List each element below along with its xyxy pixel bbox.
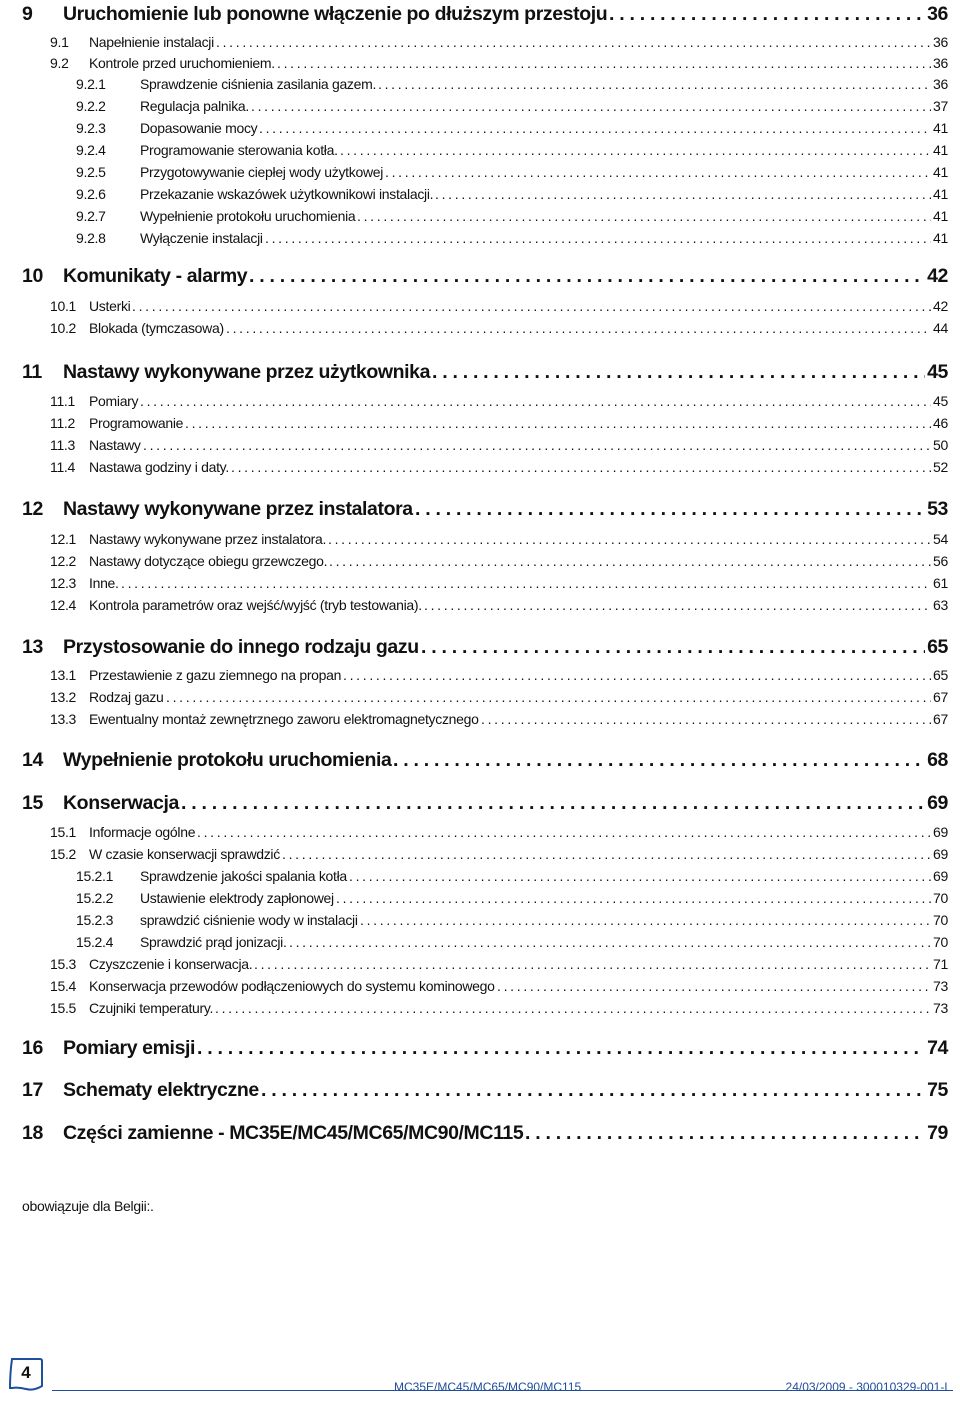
toc-entry-title: Sprawdzenie ciśnienia zasilania gazem.: [140, 76, 377, 92]
toc-entry-title: Usterki: [89, 298, 131, 314]
toc-entry[interactable]: [0, 956, 960, 978]
toc-entry-page: 41: [933, 142, 948, 158]
toc-leader-dots: [282, 846, 931, 862]
toc-entry-page: 50: [933, 437, 948, 453]
toc-entry-page: 65: [927, 636, 948, 658]
toc-entry-page: 41: [933, 186, 948, 202]
toc-leader-dots: [343, 667, 931, 683]
toc-leader-dots: [421, 636, 925, 659]
toc-entry[interactable]: [0, 142, 960, 164]
toc-leader-dots: [121, 575, 931, 591]
toc-entry-page: 36: [933, 76, 948, 92]
toc-entry-page: 71: [933, 956, 948, 972]
toc-entry[interactable]: [0, 636, 960, 658]
toc-entry-title: Kontrola parametrów oraz wejść/wyjść (tryb testowania).: [89, 597, 422, 613]
toc-entry-page: 41: [933, 208, 948, 224]
toc-entry[interactable]: [0, 1000, 960, 1022]
toc-leader-dots: [251, 98, 931, 114]
toc-entry[interactable]: [0, 415, 960, 437]
toc-entry-number: 9.2.5: [76, 164, 106, 180]
toc-leader-dots: [166, 689, 931, 705]
toc-leader-dots: [329, 553, 931, 569]
toc-entry-title: Sprawdzić prąd jonizacji.: [140, 934, 287, 950]
toc-entry-number: 15.2.2: [76, 890, 114, 906]
toc-leader-dots: [215, 1000, 931, 1016]
toc-entry-number: 12: [22, 498, 43, 520]
toc-leader-dots: [357, 208, 931, 224]
toc-leader-dots: [349, 868, 931, 884]
toc-entry-title: Inne.: [89, 575, 119, 591]
toc-entry[interactable]: [0, 361, 960, 383]
toc-leader-dots: [336, 890, 931, 906]
toc-leader-dots: [435, 186, 931, 202]
toc-entry-page: 45: [927, 361, 948, 383]
toc-entry[interactable]: [0, 230, 960, 252]
toc-entry-page: 74: [927, 1037, 948, 1059]
toc-leader-dots: [340, 142, 931, 158]
toc-leader-dots: [378, 76, 931, 92]
toc-entry-page: 41: [933, 164, 948, 180]
toc-entry-number: 9.2.4: [76, 142, 106, 158]
footer-doc-code: 24/03/2009 - 300010329-001-L: [785, 1380, 951, 1394]
toc-leader-dots: [277, 55, 931, 71]
toc-entry-number: 9.2.1: [76, 76, 106, 92]
toc-entry-number: 15.2.3: [76, 912, 114, 928]
toc-entry-number: 9.2.7: [76, 208, 106, 224]
toc-entry-page: 73: [933, 1000, 948, 1016]
toc-entry-page: 67: [933, 711, 948, 727]
toc-entry-title: Nastawy wykonywane przez instalatora.: [89, 531, 327, 547]
toc-entry[interactable]: [0, 34, 960, 56]
toc-entry-number: 9.1: [50, 34, 69, 50]
toc-entry-title: Uruchomienie lub ponowne włączenie po dłuższym przestoju: [63, 3, 608, 25]
toc-entry-title: Blokada (tymczasowa): [89, 320, 224, 336]
toc-entry[interactable]: [0, 265, 960, 287]
toc-leader-dots: [385, 164, 931, 180]
toc-entry-title: Komunikaty - alarmy: [63, 265, 248, 287]
page-number: 4: [21, 1363, 31, 1382]
toc-entry-title: Programowanie sterowania kotła.: [140, 142, 338, 158]
toc-entry-page: 42: [933, 298, 948, 314]
toc-entry-title: Ewentualny montaż zewnętrznego zaworu elektromagnetycznego: [89, 711, 479, 727]
toc-entry-title: Nastawy wykonywane przez instalatora: [63, 498, 413, 520]
toc-entry-page: 63: [933, 597, 948, 613]
toc-entry-title: W czasie konserwacji sprawdzić: [89, 846, 280, 862]
toc-entry-title: Przestawienie z gazu ziemnego na propan: [89, 667, 342, 683]
toc-entry-number: 12.1: [50, 531, 77, 547]
toc-entry-number: 13.1: [50, 667, 77, 683]
toc-entry-number: 11.4: [50, 459, 76, 475]
toc-entry-number: 15.2: [50, 846, 77, 862]
toc-leader-dots: [415, 498, 925, 521]
toc-entry[interactable]: [0, 824, 960, 846]
toc-entry[interactable]: [0, 393, 960, 415]
toc-leader-dots: [265, 230, 931, 246]
toc-leader-dots: [432, 361, 925, 384]
toc-entry[interactable]: [0, 55, 960, 77]
toc-entry-number: 11.3: [50, 437, 76, 453]
toc-entry-number: 10.2: [50, 320, 77, 336]
toc-entry-page: 52: [933, 459, 948, 475]
toc-entry-number: 11.1: [50, 393, 76, 409]
toc-entry[interactable]: [0, 846, 960, 868]
toc-entry-title: Przygotowywanie ciepłej wody użytkowej: [140, 164, 384, 180]
toc-entry-number: 15.1: [50, 824, 77, 840]
toc-entry[interactable]: [0, 978, 960, 1000]
toc-leader-dots: [254, 956, 931, 972]
toc-leader-dots: [216, 34, 931, 50]
toc-entry[interactable]: [0, 98, 960, 120]
toc-entry-number: 16: [22, 1037, 43, 1059]
toc-entry-page: 41: [933, 230, 948, 246]
toc-entry-title: Nastawy wykonywane przez użytkownika: [63, 361, 431, 383]
toc-leader-dots: [289, 934, 931, 950]
toc-entry-number: 10: [22, 265, 43, 287]
toc-entry[interactable]: [0, 689, 960, 711]
toc-entry[interactable]: [0, 3, 960, 25]
toc-entry-number: 9.2.3: [76, 120, 106, 136]
toc-entry-page: 69: [927, 792, 948, 814]
toc-entry-page: 73: [933, 978, 948, 994]
toc-entry-page: 36: [933, 55, 948, 71]
toc-entry-title: Wyłączenie instalacji: [140, 230, 263, 246]
toc-entry-title: Nastawy dotyczące obiegu grzewczego.: [89, 553, 328, 569]
toc-entry-number: 13.2: [50, 689, 77, 705]
toc-entry[interactable]: [0, 531, 960, 553]
toc-entry-page: 69: [933, 824, 948, 840]
toc-entry-number: 13: [22, 636, 43, 658]
toc-entry-page: 56: [933, 553, 948, 569]
toc-leader-dots: [609, 3, 925, 26]
toc-leader-dots: [132, 298, 931, 314]
toc-leader-dots: [393, 749, 925, 772]
toc-entry-number: 11: [22, 361, 42, 383]
toc-entry[interactable]: [0, 498, 960, 520]
toc-entry-title: Konserwacja: [63, 792, 179, 814]
toc-entry-number: 18: [22, 1122, 43, 1144]
toc-entry[interactable]: [0, 298, 960, 320]
toc-entry[interactable]: [0, 792, 960, 814]
toc-leader-dots: [497, 978, 931, 994]
toc-entry-title: Ustawienie elektrody zapłonowej: [140, 890, 334, 906]
toc-leader-dots: [181, 792, 925, 815]
toc-entry-number: 15.2.4: [76, 934, 114, 950]
toc-entry-title: Sprawdzenie jakości spalania kotła: [140, 868, 347, 884]
toc-entry-page: 42: [927, 265, 948, 287]
toc-entry-number: 9.2.2: [76, 98, 106, 114]
toc-entry[interactable]: [0, 575, 960, 597]
toc-leader-dots: [259, 120, 931, 136]
toc-entry-page: 75: [927, 1079, 948, 1101]
toc-leader-dots: [328, 531, 931, 547]
toc-entry[interactable]: [0, 459, 960, 481]
toc-entry-title: Nastawa godziny i daty.: [89, 459, 229, 475]
toc-entry-page: 79: [927, 1122, 948, 1144]
toc-entry[interactable]: [0, 597, 960, 619]
toc-entry-number: 10.1: [50, 298, 77, 314]
toc-entry-page: 36: [933, 34, 948, 50]
toc-leader-dots: [226, 320, 931, 336]
toc-entry-number: 15.4: [50, 978, 77, 994]
toc-entry-page: 69: [933, 868, 948, 884]
toc-leader-dots: [249, 265, 925, 288]
toc-entry[interactable]: [0, 553, 960, 575]
toc-entry-number: 15.5: [50, 1000, 77, 1016]
toc-entry[interactable]: [0, 912, 960, 934]
toc-entry-number: 17: [22, 1079, 43, 1101]
toc-entry-title: Regulacja palnika.: [140, 98, 250, 114]
toc-entry-page: 53: [927, 498, 948, 520]
toc-entry-number: 9.2.8: [76, 230, 106, 246]
toc-entry[interactable]: [0, 890, 960, 912]
toc-entry-number: 15: [22, 792, 43, 814]
toc-entry[interactable]: [0, 76, 960, 98]
toc-entry-page: 36: [927, 3, 948, 25]
toc-entry-title: Przystosowanie do innego rodzaju gazu: [63, 636, 419, 658]
toc-entry-title: Pomiary emisji: [63, 1037, 196, 1059]
toc-leader-dots: [525, 1122, 925, 1145]
toc-entry-page: 67: [933, 689, 948, 705]
toc-entry-page: 41: [933, 120, 948, 136]
toc-entry-title: Napełnienie instalacji: [89, 34, 214, 50]
toc-entry-page: 65: [933, 667, 948, 683]
toc-entry-page: 69: [933, 846, 948, 862]
toc-entry[interactable]: [0, 711, 960, 733]
toc-entry-title: Wypełnienie protokołu uruchomienia: [140, 208, 356, 224]
toc-leader-dots: [197, 824, 931, 840]
toc-leader-dots: [424, 597, 931, 613]
toc-entry[interactable]: [0, 437, 960, 459]
toc-leader-dots: [197, 1037, 925, 1060]
toc-entry-number: 14: [22, 749, 43, 771]
toc-entry[interactable]: [0, 186, 960, 208]
toc-entry-number: 9: [22, 3, 33, 25]
toc-entry-number: 12.3: [50, 575, 77, 591]
toc-entry-page: 37: [933, 98, 948, 114]
toc-entry-number: 12.2: [50, 553, 77, 569]
toc-entry-page: 70: [933, 912, 948, 928]
toc-entry[interactable]: [0, 934, 960, 956]
toc-entry-page: 45: [933, 393, 948, 409]
toc-entry-page: 70: [933, 890, 948, 906]
toc-entry-title: Informacje ogólne: [89, 824, 196, 840]
toc-entry-page: 61: [933, 575, 948, 591]
toc-entry[interactable]: [0, 667, 960, 689]
toc-entry-title: Rodzaj gazu: [89, 689, 164, 705]
footer-model: MC35E/MC45/MC65/MC90/MC115: [394, 1380, 582, 1394]
toc-entry-title: Czyszczenie i konserwacja.: [89, 956, 253, 972]
toc-entry-title: Wypełnienie protokołu uruchomienia: [63, 749, 392, 771]
toc-entry[interactable]: [0, 1037, 960, 1059]
toc-entry-title: Dopasowanie mocy: [140, 120, 258, 136]
toc-leader-dots: [231, 459, 931, 475]
toc-entry-title: Pomiary: [89, 393, 139, 409]
toc-entry[interactable]: [0, 1079, 960, 1101]
toc-entry-number: 15.3: [50, 956, 77, 972]
toc-entry-title: Schematy elektryczne: [63, 1079, 259, 1101]
toc-leader-dots: [185, 415, 931, 431]
toc-entry[interactable]: [0, 1122, 960, 1144]
toc-leader-dots: [481, 711, 931, 727]
toc-entry-title: Przekazanie wskazówek użytkownikowi instalacji.: [140, 186, 434, 202]
toc-leader-dots: [261, 1079, 925, 1102]
toc-entry[interactable]: [0, 208, 960, 230]
toc-entry-title: Części zamienne - MC35E/MC45/MC65/MC90/MC115: [63, 1122, 524, 1144]
toc-leader-dots: [143, 437, 931, 453]
toc-entry-number: 12.4: [50, 597, 77, 613]
toc-entry[interactable]: [0, 749, 960, 771]
toc-entry[interactable]: [0, 868, 960, 890]
toc-entry-page: 54: [933, 531, 948, 547]
toc-entry[interactable]: [0, 120, 960, 142]
toc-entry-number: 11.2: [50, 415, 76, 431]
toc-entry[interactable]: [0, 320, 960, 342]
toc-entry-number: 13.3: [50, 711, 77, 727]
toc-entry-title: Kontrole przed uruchomieniem.: [89, 55, 275, 71]
toc-entry-title: Programowanie: [89, 415, 184, 431]
toc-entry-page: 46: [933, 415, 948, 431]
toc-entry-page: 44: [933, 320, 948, 336]
toc-leader-dots: [140, 393, 931, 409]
toc-entry-page: 70: [933, 934, 948, 950]
belgium-note: obowiązuje dla Belgii:.: [22, 1198, 154, 1214]
toc-entry-page: 68: [927, 749, 948, 771]
toc-entry-number: 9.2.6: [76, 186, 106, 202]
toc-entry-title: sprawdzić ciśnienie wody w instalacji: [140, 912, 358, 928]
toc-entry-title: Nastawy: [89, 437, 141, 453]
toc-entry-number: 9.2: [50, 55, 69, 71]
toc-entry[interactable]: [0, 164, 960, 186]
toc-entry-number: 15.2.1: [76, 868, 114, 884]
toc-entry-title: Czujniki temperatury.: [89, 1000, 214, 1016]
toc-entry-title: Konserwacja przewodów podłączeniowych do systemu kominowego: [89, 978, 495, 994]
toc-leader-dots: [360, 912, 931, 928]
